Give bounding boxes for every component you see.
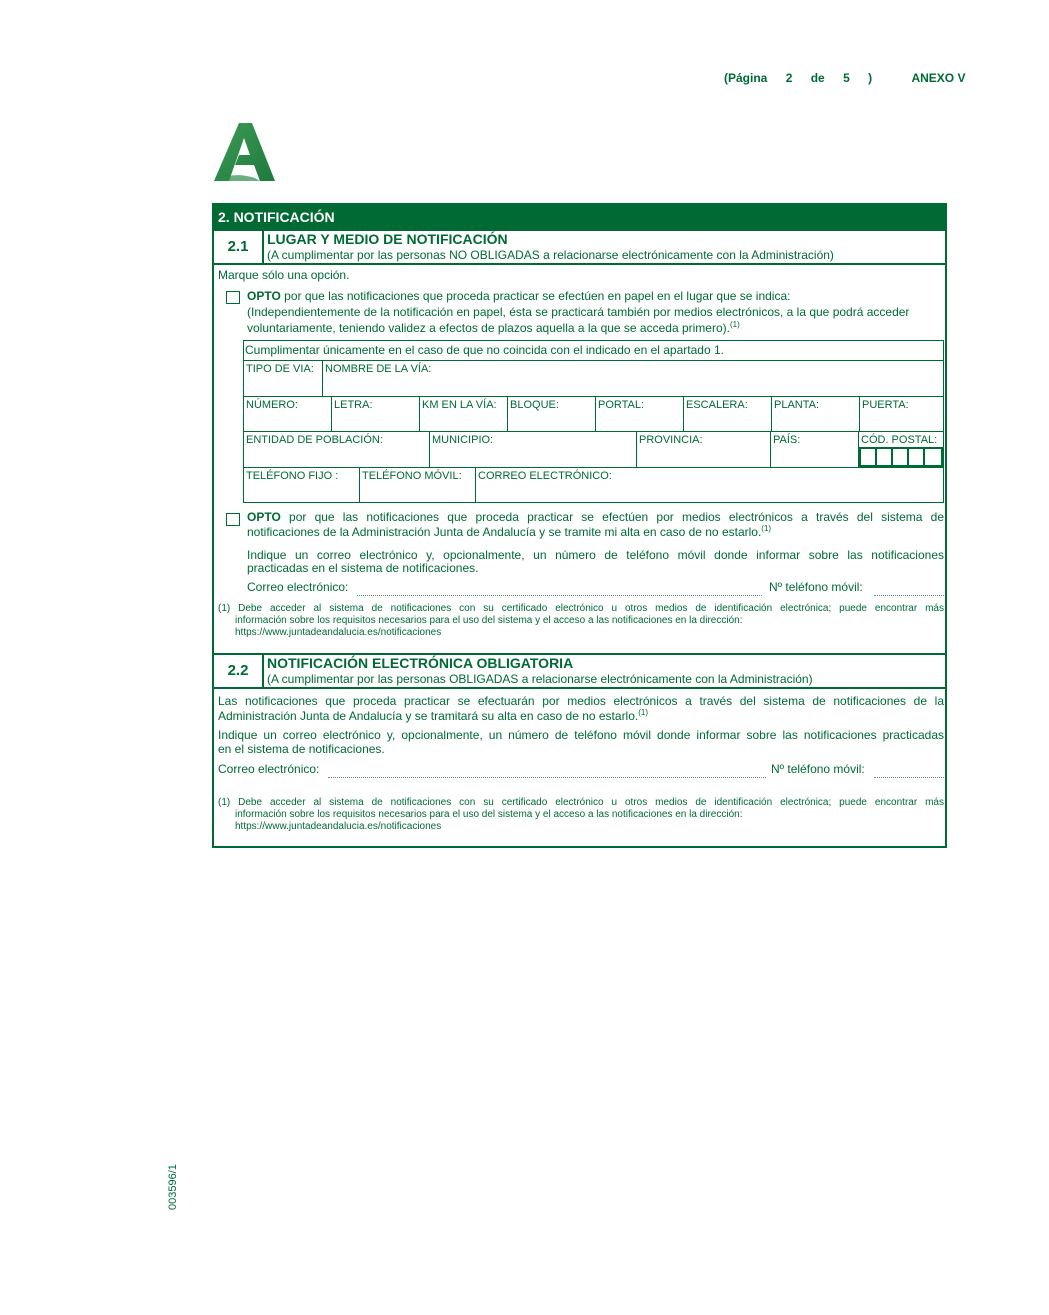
cp-divider [923, 449, 925, 465]
correo-label: Correo electrónico: [247, 580, 349, 594]
letra-label: LETRA: [334, 399, 373, 411]
municipio-label: MUNICIPIO: [432, 434, 494, 446]
subsection-title: LUGAR Y MEDIO DE NOTIFICACIÓN [267, 231, 508, 247]
km-via-field[interactable] [420, 397, 508, 432]
mark-one-instruction: Marque sólo una opción. [218, 268, 350, 282]
address-note: Cumplimentar únicamente en el caso de que no coincida con el indicado en el apartado 1. [244, 341, 943, 361]
indique-line2: practicadas en el sistema de notificaciones. [247, 561, 479, 575]
movil-label: Nº teléfono móvil: [769, 580, 863, 594]
s22-correo-label: Correo electrónico: [218, 762, 320, 776]
option-paper-line3 [247, 321, 740, 336]
cod-postal-field [859, 432, 943, 468]
option-electronic-line2 [247, 525, 771, 540]
correo-input[interactable] [357, 595, 762, 596]
portal-field[interactable] [596, 397, 684, 432]
planta-field[interactable] [772, 397, 860, 432]
escalera-label: ESCALERA: [686, 399, 748, 411]
footnote-ref: (1) [729, 320, 740, 329]
cod-postal-boxes[interactable] [859, 447, 943, 467]
option-paper-line3-text: voluntariamente, teniendo validez a efectos de plazos aquella a la que se acceda primero). [247, 321, 730, 335]
correo-electronico-label: CORREO ELECTRÓNICO: [478, 470, 612, 482]
entidad-label: ENTIDAD DE POBLACIÓN: [246, 434, 383, 446]
cp-divider [875, 449, 877, 465]
option-electronic-line2-text: notificaciones de la Administración Junta de Andalucía y se tramite mi alta en caso de no estarlo. [247, 525, 762, 539]
correo-electronico-field[interactable] [476, 468, 943, 502]
telefono-movil-field[interactable] [360, 468, 476, 502]
subsection-2-2-header [214, 653, 945, 689]
option-paper-line1 [247, 289, 944, 304]
subsection-number: 2.1 [214, 231, 264, 263]
bloque-label: BLOQUE: [510, 399, 559, 411]
numero-label: NÚMERO: [246, 399, 298, 411]
pais-label: PAÍS: [773, 434, 801, 446]
footnote-2-2-line2: información sobre los requisitos necesarios para el uso del sistema y el acceso a las notificaciones en la dirección: [235, 809, 743, 820]
tipo-via-field[interactable] [244, 361, 323, 397]
page-total: 5 [843, 71, 850, 85]
nombre-via-field[interactable] [323, 361, 943, 397]
opto-bold: OPTO [247, 289, 281, 303]
footnote-ref: (1) [638, 708, 649, 717]
s22-indique-line1: Indique un correo electrónico y, opcionalmente, un número de teléfono móvil donde informar sobre las notificaciones practicadas [218, 728, 944, 742]
section-title: 2. NOTIFICACIÓN [214, 205, 945, 229]
footnote-2-1-line2: información sobre los requisitos necesarios para el uso del sistema y el acceso a las notificaciones en la dirección: [235, 615, 743, 626]
s22-movil-input[interactable] [874, 777, 944, 778]
cp-divider [891, 449, 893, 465]
planta-label: PLANTA: [774, 399, 820, 411]
anexo-label: ANEXO V [911, 71, 966, 85]
tipo-via-label: TIPO DE VIA: [246, 363, 314, 375]
cp-divider [907, 449, 909, 465]
portal-label: PORTAL: [598, 399, 645, 411]
puerta-label: PUERTA: [862, 399, 909, 411]
form-code [163, 1158, 183, 1208]
provincia-label: PROVINCIA: [639, 434, 703, 446]
telefono-fijo-field[interactable] [244, 468, 360, 502]
footnote-2-1-link[interactable]: https://www.juntadeandalucia.es/notificaciones [235, 627, 442, 638]
notification-form [212, 203, 947, 848]
s22-correo-input[interactable] [328, 777, 766, 778]
pais-field[interactable] [771, 432, 859, 468]
page-of: de [810, 71, 825, 85]
letra-field[interactable] [332, 397, 420, 432]
s22-movil-label: Nº teléfono móvil: [771, 762, 865, 776]
subsection-title: NOTIFICACIÓN ELECTRÓNICA OBLIGATORIA [267, 655, 574, 671]
opto-bold: OPTO [247, 510, 281, 524]
page-number: 2 [785, 71, 793, 85]
subsection-2-1-header [214, 229, 945, 265]
municipio-field[interactable] [430, 432, 637, 468]
cod-postal-label: CÓD. POSTAL: [861, 434, 938, 446]
numero-field[interactable] [244, 397, 332, 432]
page-label: (Página [724, 71, 768, 85]
option-electronic-line1 [247, 510, 944, 525]
nombre-via-label: NOMBRE DE LA VÍA: [325, 363, 432, 375]
junta-andalucia-logo-icon [213, 121, 277, 183]
address-grid [243, 340, 944, 503]
escalera-field[interactable] [684, 397, 772, 432]
entidad-field[interactable] [244, 432, 430, 468]
indique-line1: Indique un correo electrónico y, opcionalmente, un número de teléfono móvil donde informar sobre las notificaciones [247, 548, 944, 562]
option-paper-line2: (Independientemente de la notificación en papel, ésta se practicará también por medios electrónicos, a la que podrá acceder [247, 305, 910, 319]
page-header [724, 71, 965, 85]
puerta-field[interactable] [860, 397, 943, 432]
page-paren: ) [868, 71, 873, 85]
telefono-fijo-label: TELÉFONO FIJO : [246, 470, 339, 482]
footnote-2-2-line1: (1) Debe acceder al sistema de notificaciones con su certificado electrónico u otros medios de identificación electrónica; puede encontrar más [218, 797, 944, 808]
s22-indique-line2: en el sistema de notificaciones. [218, 742, 385, 756]
footnote-2-2-link[interactable]: https://www.juntadeandalucia.es/notificaciones [235, 821, 442, 832]
s22-text-line2 [218, 709, 648, 724]
bloque-field[interactable] [508, 397, 596, 432]
provincia-field[interactable] [637, 432, 771, 468]
telefono-movil-label: TELÉFONO MÓVIL: [362, 470, 462, 482]
form-code-text: 003596/1 [167, 1164, 179, 1210]
footnote-2-1-line1: (1) Debe acceder al sistema de notificaciones con su certificado electrónico u otros medios de identificación electrónica; puede encontrar más [218, 603, 944, 614]
subsection-subtitle: (A cumplimentar por las personas OBLIGADAS a relacionarse electrónicamente con la Administración) [267, 672, 813, 686]
km-via-label: KM EN LA VÍA: [422, 399, 497, 411]
option-electronic-checkbox[interactable] [226, 513, 240, 526]
option-paper-text: por que las notificaciones que proceda practicar se efectúen en papel en el lugar que se indica: [284, 289, 791, 303]
subsection-subtitle: (A cumplimentar por las personas NO OBLIGADAS a relacionarse electrónicamente con la Administración) [267, 248, 834, 262]
subsection-number: 2.2 [214, 655, 264, 687]
option-paper-checkbox[interactable] [226, 291, 240, 304]
movil-input[interactable] [874, 595, 944, 596]
s22-text-line1: Las notificaciones que proceda practicar se efectuarán por medios electrónicos a través del sistema de notificaciones de la [218, 694, 944, 708]
s22-text-line2-text: Administración Junta de Andalucía y se tramitará su alta en caso de no estarlo. [218, 709, 639, 723]
option-electronic-text: por que las notificaciones que proceda practicar se efectúen por medios electrónicos a través del sistema de [289, 510, 944, 524]
footnote-ref: (1) [761, 524, 772, 533]
